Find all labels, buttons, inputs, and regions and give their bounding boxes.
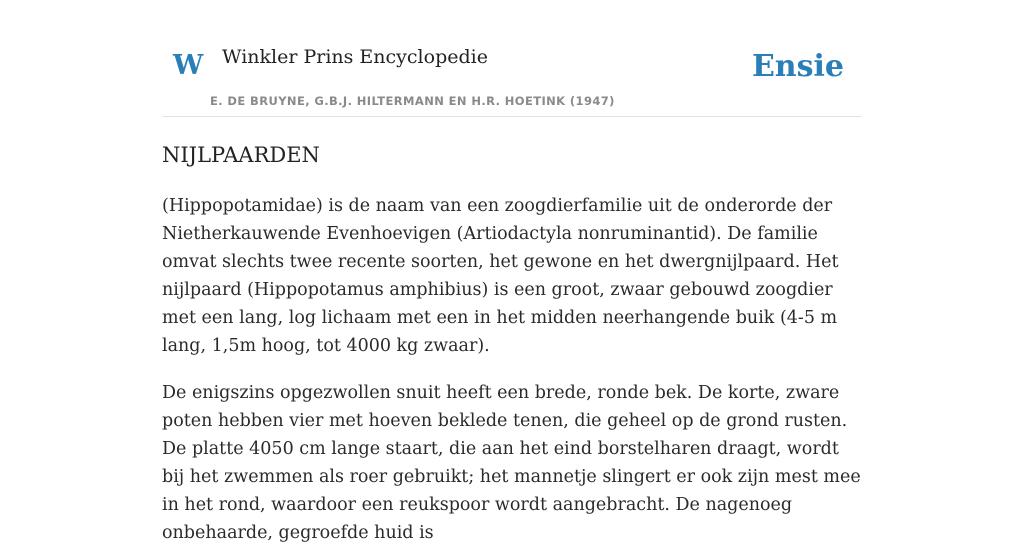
publication-title[interactable]: Winkler Prins Encyclopedie bbox=[222, 46, 488, 68]
publication-authors: E. DE BRUYNE, G.B.J. HILTERMANN EN H.R. HOETINK (1947) bbox=[210, 94, 615, 108]
article bbox=[162, 140, 882, 543]
brand-logo[interactable]: Ensie bbox=[751, 49, 844, 84]
site-header bbox=[162, 0, 862, 117]
article-paragraph: (Hippopotamidae) is de naam van een zoogdierfamilie uit de onderorde der Nietherkauwende Evenhoevigen (Artiodactyla nonruminantid). De familie omvat slechts twee recente soorten, het gewone en het dwergnijlpaard. Het nijlpaard (Hippopotamus amphibius) is een groot, zwaar gebouwd zoogdier met een lang, log lichaam met een in het midden neerhangende buik (4-5 m lang, 1,5m hoog, tot 4000 kg zwaar). bbox=[162, 196, 839, 356]
article-paragraph: De enigszins opgezwollen snuit heeft een brede, ronde bek. De korte, zware poten hebben vier met hoeven beklede tenen, die geheel op de grond rusten. De platte 4050 cm lange staart, die aan het eind borstelharen draagt, wordt bij het zwemmen als roer gebruikt; het mannetje slingert er ook zijn mest mee in het rond, waardoor een reukspoor wordt aangebracht. De nagenoeg onbehaarde, gegroefde huid is bbox=[162, 383, 861, 543]
publication-logo[interactable]: W bbox=[173, 50, 204, 81]
article-title: NIJLPAARDEN bbox=[162, 143, 320, 167]
